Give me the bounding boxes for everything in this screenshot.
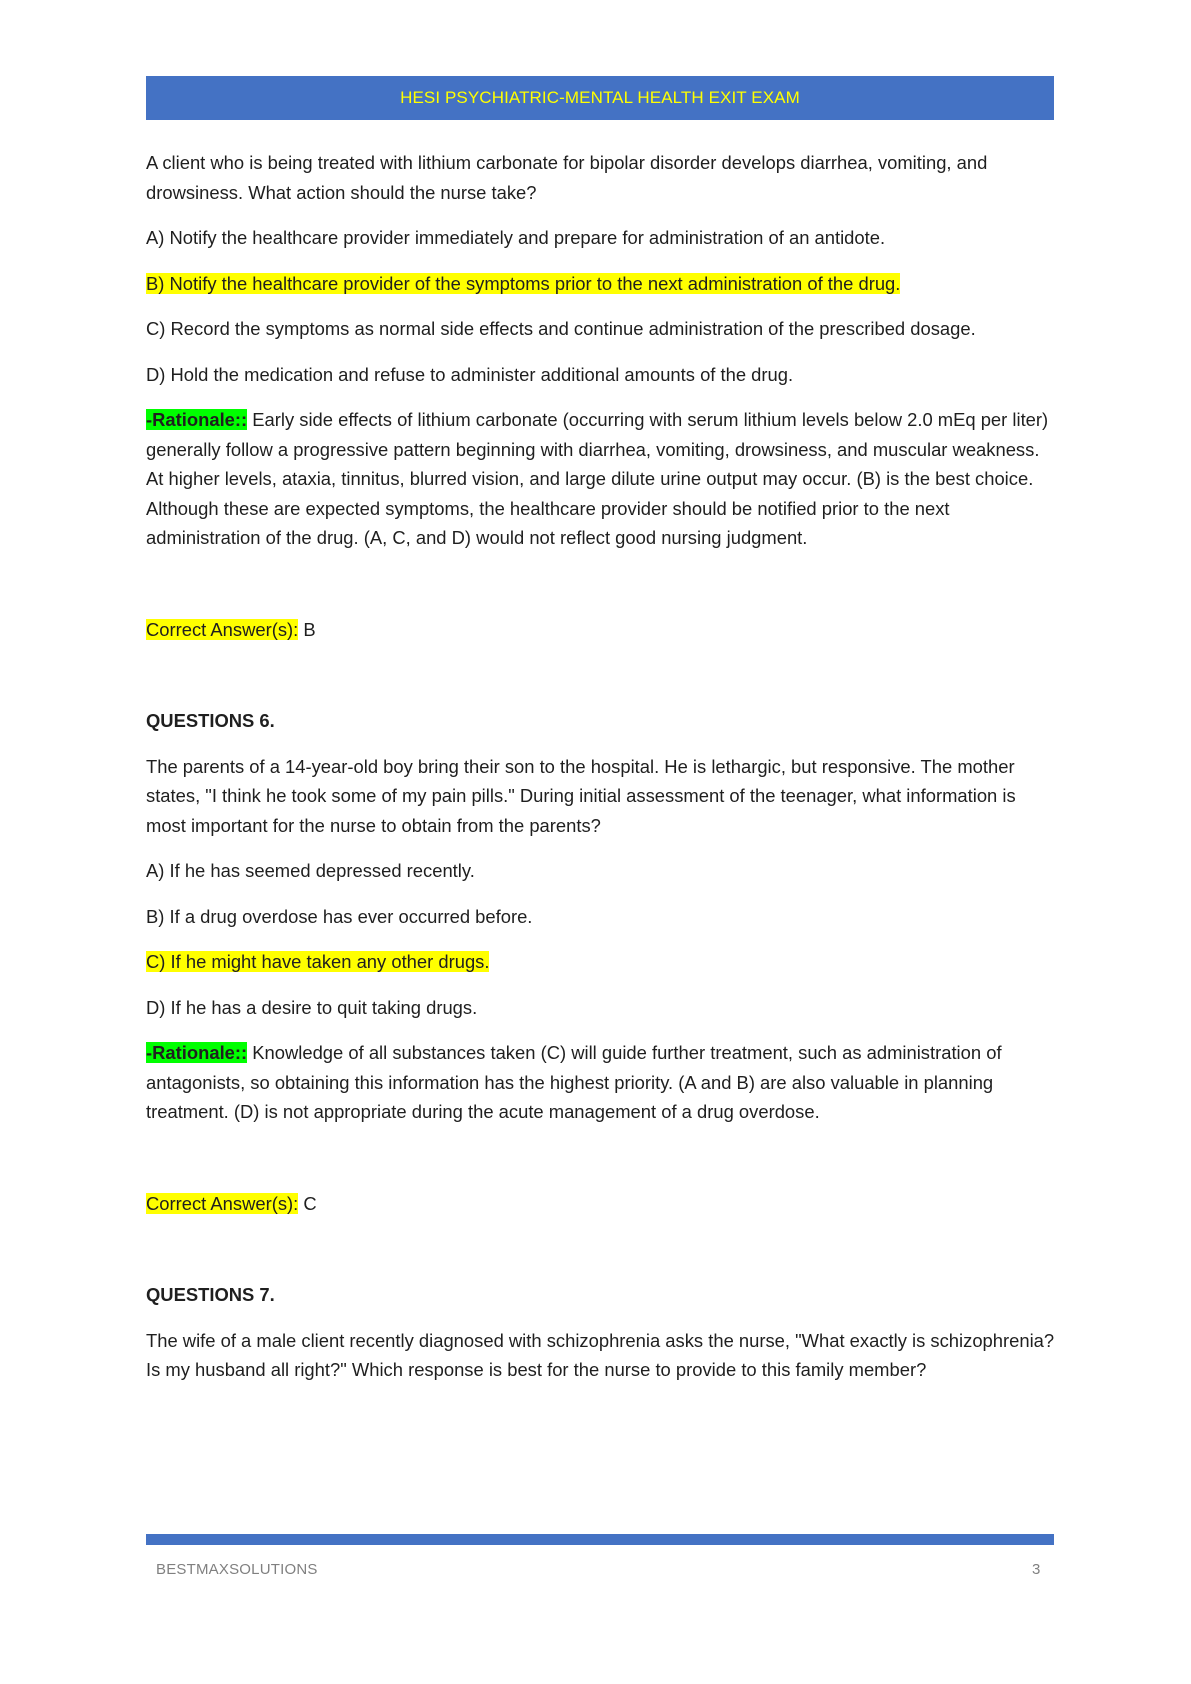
question-5-option-d: D) Hold the medication and refuse to administer additional amounts of the drug. (146, 363, 794, 385)
question-6-answer (146, 1189, 1058, 1219)
question-5-answer (146, 615, 1058, 645)
question-7-stem: The wife of a male client recently diagnosed with schizophrenia asks the nurse, "What exactly is schizophrenia? Is my husband all right?" Which response is best for the nurse to provide to this family member? (146, 1329, 1055, 1380)
rationale-text: Early side effects of lithium carbonate (occurring with serum lithium levels below 2.0 mEq per liter) generally follow a progressive pattern beginning with diarrhea, vomiting, drowsiness, and muscular weakness. At higher levels, ataxia, tinnitus, blurred vision, and large dilute urine output may occur. (B) is the best choice. Although these are expected symptoms, the healthcare provider should be notified prior to the next administration of the drug. (A, C, and D) would not reflect good nursing judgment. (146, 409, 1049, 548)
document-body (146, 148, 1058, 1401)
question-7-heading: QUESTIONS 7. (146, 1284, 275, 1305)
correct-option-highlight: B) Notify the healthcare provider of the symptoms prior to the next administration of the drug. (146, 272, 901, 294)
question-6-heading: QUESTIONS 6. (146, 710, 275, 731)
answer-value: B (298, 618, 316, 640)
question-6-rationale (146, 1038, 1058, 1127)
rationale-label: -Rationale:: (146, 409, 248, 430)
page-number: 3 (1032, 1561, 1041, 1578)
page-title: HESI PSYCHIATRIC-MENTAL HEALTH EXIT EXAM (400, 88, 800, 107)
question-6-option-d: D) If he has a desire to quit taking drugs. (146, 996, 478, 1018)
question-5-option-a: A) Notify the healthcare provider immediately and prepare for administration of an antidote. (146, 227, 886, 248)
question-5-rationale (146, 405, 1058, 553)
question-6-option-b: B) If a drug overdose has ever occurred before. (146, 905, 533, 927)
question-5-option-b (146, 269, 1058, 299)
question-6-option-a: A) If he has seemed depressed recently. (146, 860, 475, 881)
header-bar (146, 76, 1054, 120)
question-5-option-c: C) Record the symptoms as normal side effects and continue administration of the prescribed dosage. (146, 318, 976, 339)
rationale-label: -Rationale:: (146, 1042, 248, 1063)
correct-option-highlight: C) If he might have taken any other drugs. (146, 951, 490, 972)
answer-label: Correct Answer(s): (146, 618, 299, 640)
question-5-stem: A client who is being treated with lithium carbonate for bipolar disorder develops diarrhea, vomiting, and drowsiness. What action should the nurse take? (146, 152, 988, 203)
rationale-text: Knowledge of all substances taken (C) will guide further treatment, such as administration of antagonists, so obtaining this information has the highest priority. (A and B) are also valuable in planning treatment. (D) is not appropriate during the acute management of a drug overdose. (146, 1042, 1002, 1122)
question-6-stem: The parents of a 14-year-old boy bring their son to the hospital. He is lethargic, but responsive. The mother states, "I think he took some of my pain pills." During initial assessment of the teenager, what information is most important for the nurse to obtain from the parents? (146, 755, 1016, 836)
question-6-option-c (146, 947, 1058, 977)
footer-brand: BESTMAXSOLUTIONS (156, 1561, 318, 1578)
answer-label: Correct Answer(s): (146, 1192, 299, 1214)
footer-bar (146, 1534, 1054, 1545)
answer-value: C (298, 1192, 317, 1214)
